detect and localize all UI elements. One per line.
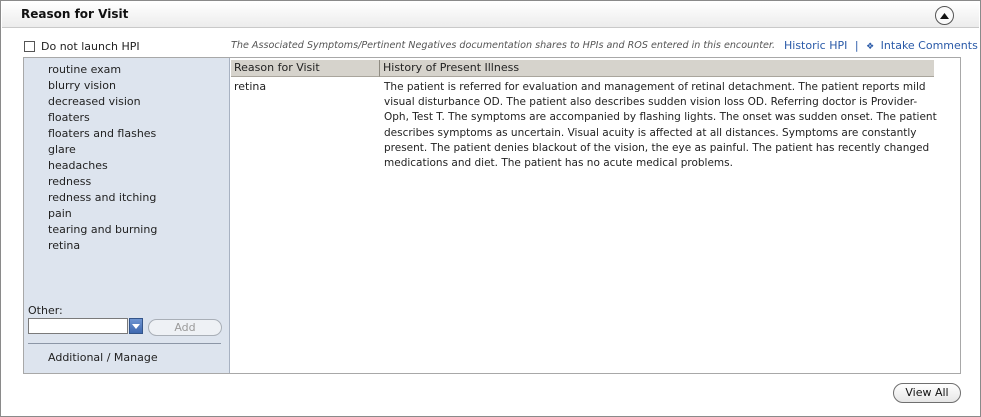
other-reason-input[interactable] (28, 318, 128, 334)
view-all-button[interactable]: View All (893, 383, 961, 403)
historic-hpi-link[interactable]: Historic HPI (784, 39, 848, 52)
intake-comments-link[interactable]: Intake Comments (880, 39, 978, 52)
add-button[interactable]: Add (148, 319, 222, 336)
reason-item-redness[interactable]: redness (48, 175, 92, 188)
collapse-button[interactable] (935, 6, 954, 25)
reason-item-decreased-vision[interactable]: decreased vision (48, 95, 141, 108)
chevron-down-icon (132, 324, 140, 329)
reason-item-retina[interactable]: retina (48, 239, 81, 252)
column-header-hpi[interactable]: History of Present Illness (380, 60, 934, 77)
chevron-up-icon (939, 12, 950, 20)
do-not-launch-hpi-row (24, 39, 140, 53)
reason-sidebar (24, 58, 230, 373)
table-cell-reason: retina (234, 80, 267, 93)
diamond-icon: ❖ (866, 42, 875, 52)
reason-item-floaters[interactable]: floaters (48, 111, 90, 124)
section-header (2, 2, 979, 28)
other-reason-dropdown-button[interactable] (129, 318, 143, 334)
reason-item-tearing-and-burning[interactable]: tearing and burning (48, 223, 158, 236)
reason-item-blurry-vision[interactable]: blurry vision (48, 79, 116, 92)
table-cell-hpi: The patient is referred for evaluation and management of retinal detachment. The patient reports mild visual disturbance OD. The patient also describes sudden vision loss OD. Referring doctor is Provider-Oph, Test T. The symptoms are accompanied by flashing lights. The onset was sudden onset. The patient describes symptoms as uncertain. Visual acuity is affected at all distances. Symptoms are constantly present. The patient denies blackout of the vision, the eye as painful. The patient has recently changed medications and diet. The patient has no acute medical problems. (384, 81, 937, 170)
reason-item-pain[interactable]: pain (48, 207, 72, 220)
section-title: Reason for Visit (21, 7, 129, 21)
documentation-note: The Associated Symptoms/Pertinent Negatives documentation shares to HPIs and ROS entered in this encounter. (231, 40, 776, 51)
reason-item-routine-exam[interactable]: routine exam (48, 63, 122, 76)
reason-item-glare[interactable]: glare (48, 143, 76, 156)
link-separator: | (854, 39, 859, 52)
do-not-launch-hpi-checkbox[interactable] (24, 41, 35, 52)
reason-item-redness-and-itching[interactable]: redness and itching (48, 191, 157, 204)
additional-manage-link[interactable]: Additional / Manage (48, 351, 158, 364)
header-links (784, 39, 978, 52)
column-header-reason[interactable]: Reason for Visit (231, 60, 380, 77)
sidebar-divider (28, 343, 221, 344)
hpi-table (231, 58, 960, 373)
reason-item-headaches[interactable]: headaches (48, 159, 108, 172)
reason-item-floaters-and-flashes[interactable]: floaters and flashes (48, 127, 157, 140)
do-not-launch-hpi-label: Do not launch HPI (41, 39, 140, 53)
other-label: Other: (28, 304, 63, 317)
reason-list (48, 62, 157, 254)
reason-panel (23, 57, 961, 374)
